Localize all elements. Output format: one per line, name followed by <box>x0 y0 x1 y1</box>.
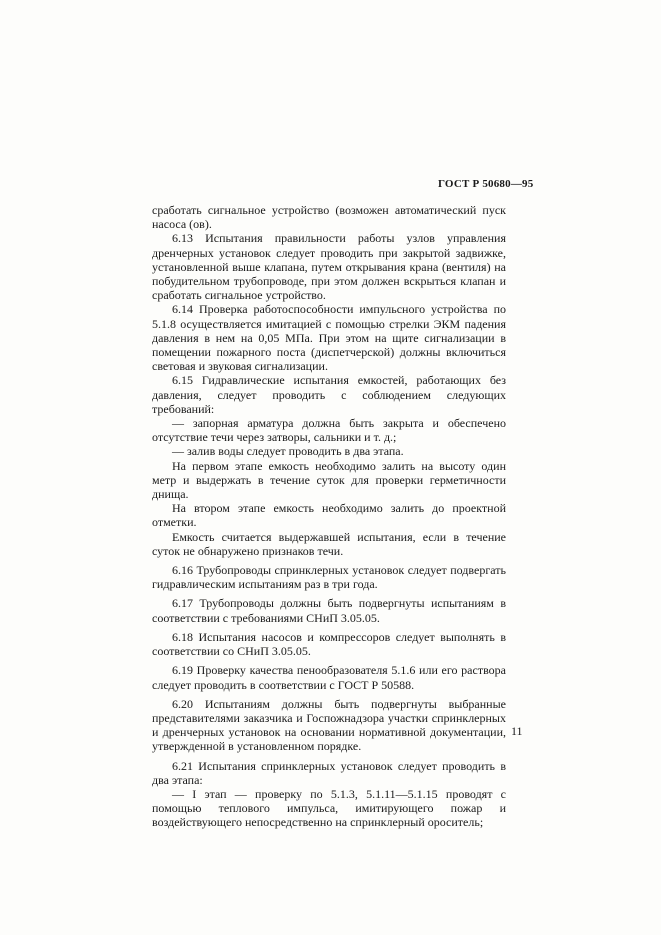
paragraph-6-17: 6.17 Трубопроводы должны быть подвергнуты испытаниям в соответствии с требованиями СНиП 3.05.05. <box>152 596 506 625</box>
paragraph-6-21-item-1: — I этап — проверку по 5.1.3, 5.1.11—5.1.15 проводят с помощью теплового импульса, имитирующего пожар и воздействующего непосредственно на спринклерный ороситель; <box>152 786 506 830</box>
paragraph-6-20: 6.20 Испытаниям должны быть подвергнуты выбранные представителями заказчика и Госпожнадзора участки спринклерных и дренчерных установок на основании нормативной документации, утвержденной в установленном порядке. <box>152 696 506 754</box>
paragraph-6-19: 6.19 Проверку качества пенообразователя 5.1.6 или его раствора следует проводить в соответствии с ГОСТ Р 50588. <box>152 663 506 692</box>
paragraph-continuation: сработать сигнальное устройство (возможен автоматический пуск насоса (ов). <box>152 203 506 232</box>
paragraph-6-14: 6.14 Проверка работоспособности импульсного устройства по 5.1.8 осуществляется имитацией с помощью стрелки ЭКМ падения давления в нем на 0,05 МПа. При этом на щите сигнализации в помещении пожарного поста (диспетчерской) должны включиться световая и звуковая сигнализации. <box>152 302 506 374</box>
paragraph-first-stage: На первом этапе емкость необходимо залить на высоту один метр и выдержать в течение суток для проверки герметичности днища. <box>152 458 506 502</box>
page-number: 11 <box>511 724 523 738</box>
paragraph-6-18: 6.18 Испытания насосов и компрессоров следует выполнять в соответствии со СНиП 3.05.05. <box>152 629 506 659</box>
paragraph-tank-passed: Емкость считается выдержавшей испытания, если в течение суток не обнаружено признаков течи. <box>152 529 506 558</box>
document-body <box>152 203 506 830</box>
standard-code-header: ГОСТ Р 50680—95 <box>438 178 534 190</box>
paragraph-6-21: 6.21 Испытания спринклерных установок следует проводить в два этапа: <box>152 758 506 787</box>
paragraph-6-15-item-1: — запорная арматура должна быть закрыта и обеспечено отсутствие течи через затворы, сальники и т. д.; <box>152 416 506 445</box>
paragraph-6-15-item-2: — залив воды следует проводить в два этапа. <box>172 444 404 459</box>
paragraph-6-13: 6.13 Испытания правильности работы узлов управления дренчерных установок следует проводить при закрытой задвижке, установленной выше клапана, путем открывания крана (вентиля) на побудительном трубопроводе, при этом должен вскрыться клапан и сработать сигнальное устройство. <box>152 231 506 303</box>
paragraph-6-15: 6.15 Гидравлические испытания емкостей, работающих без давления, следует проводить с соблюдением следующих требований: <box>152 373 506 416</box>
paragraph-6-16: 6.16 Трубопроводы спринклерных установок следует подвергать гидравлическим испытаниям раз в три года. <box>152 563 506 592</box>
paragraph-second-stage: На втором этапе емкость необходимо залить до проектной отметки. <box>152 501 506 530</box>
